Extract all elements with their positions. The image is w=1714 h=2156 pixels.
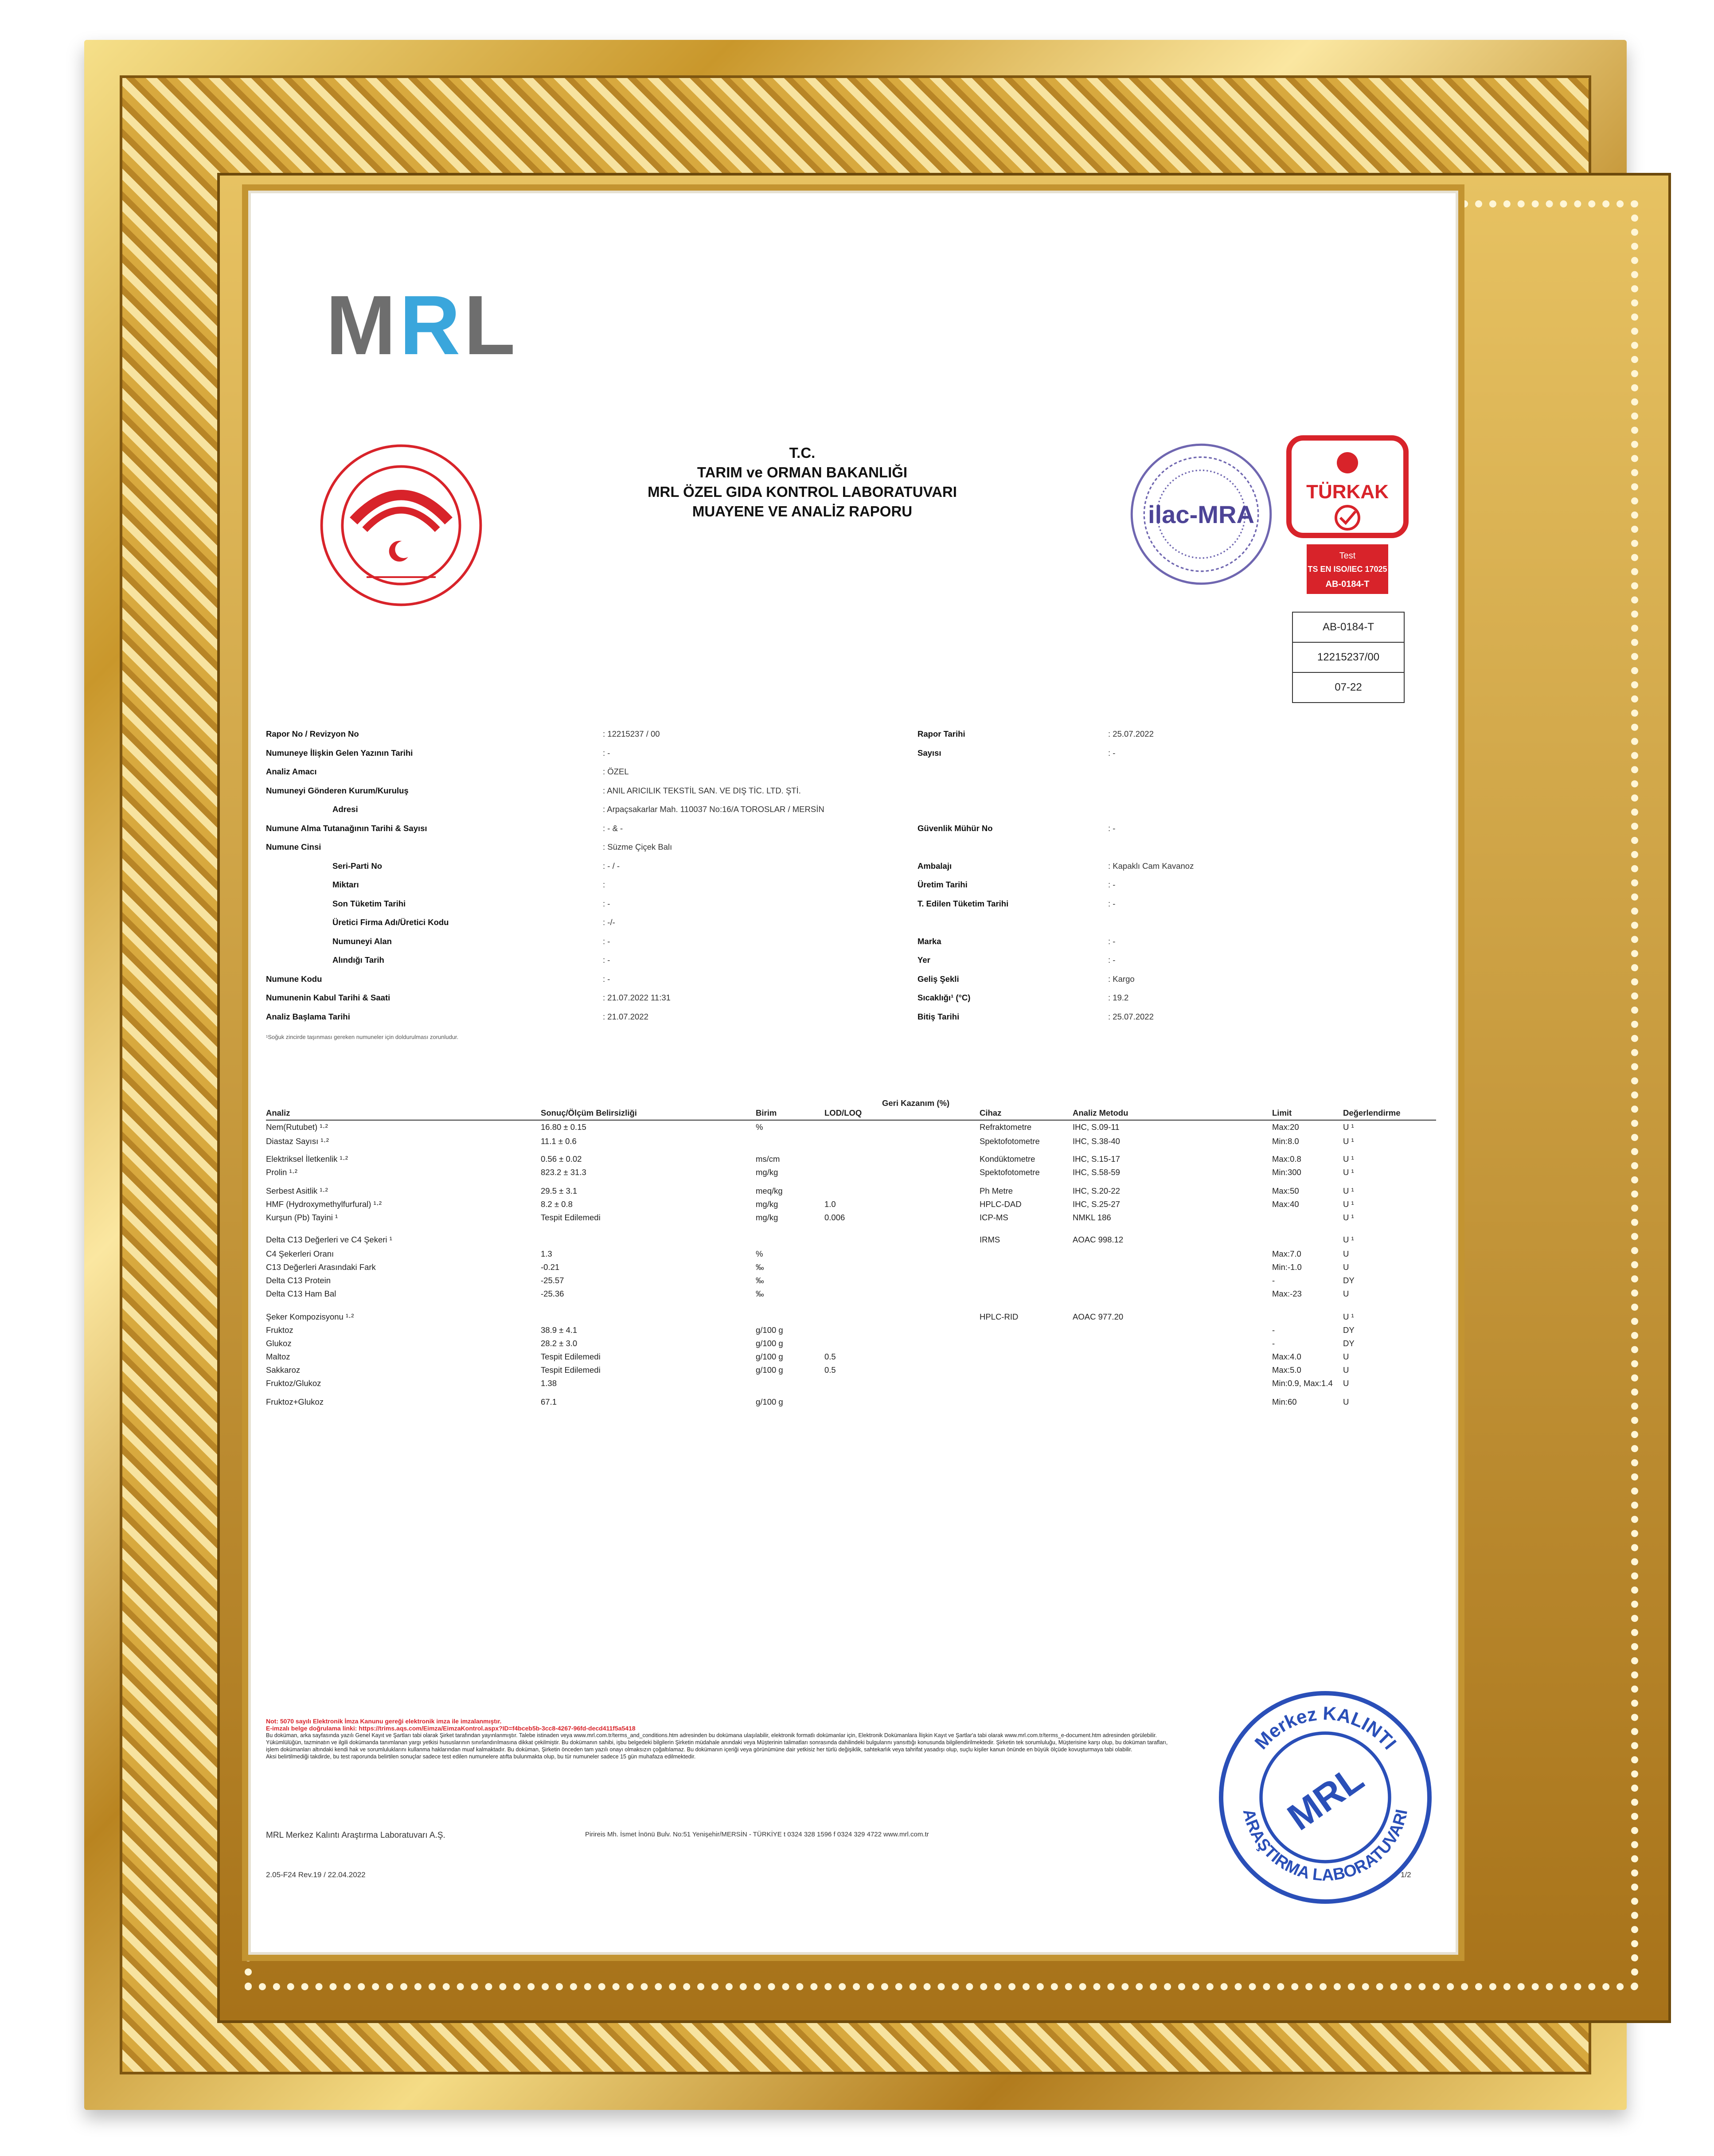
- table-cell: IHC, S.09-11: [1073, 1122, 1120, 1132]
- table-header-cell: Değerlendirme: [1343, 1108, 1401, 1117]
- info-footnote: ¹Soğuk zincirde taşınması gereken numuneler için doldurulması zorunludur.: [266, 1034, 459, 1040]
- table-cell: 29.5 ± 3.1: [541, 1186, 578, 1195]
- table-cell: U ¹: [1343, 1122, 1354, 1132]
- svg-text:Merkez KALINTI: Merkez KALINTI: [1251, 1703, 1400, 1754]
- table-cell: U: [1343, 1397, 1349, 1406]
- table-cell: -25.36: [541, 1289, 564, 1298]
- info-value: : -: [603, 748, 610, 758]
- table-cell: HPLC-RID: [980, 1312, 1019, 1321]
- table-cell: Serbest Asitlik ¹·²: [266, 1186, 328, 1195]
- table-cell: U: [1343, 1262, 1349, 1272]
- table-cell: Elektriksel İletkenlik ¹·²: [266, 1154, 348, 1164]
- table-cell: ‰: [756, 1289, 764, 1298]
- table-cell: mg/kg: [756, 1168, 778, 1177]
- info-value: : Süzme Çiçek Balı: [603, 842, 672, 851]
- report-document: [248, 191, 1458, 1955]
- table-cell: IHC, S.38-40: [1073, 1137, 1120, 1146]
- turkak-badge: [1285, 434, 1409, 598]
- table-cell: U ¹: [1343, 1154, 1354, 1164]
- info-value: : - / -: [603, 861, 620, 871]
- mrl-logo: MRL: [326, 278, 519, 372]
- table-cell: Şeker Kompozisyonu ¹·²: [266, 1312, 354, 1321]
- info-label: Yer: [918, 955, 930, 965]
- table-cell: Tespit Edilemedi: [541, 1352, 601, 1361]
- table-cell: AOAC 977.20: [1073, 1312, 1124, 1321]
- table-cell: g/100 g: [756, 1352, 783, 1361]
- table-cell: DY: [1343, 1325, 1355, 1335]
- table-cell: Nem(Rutubet) ¹·²: [266, 1122, 328, 1132]
- table-cell: U: [1343, 1379, 1349, 1388]
- table-cell: Max:7.0: [1272, 1249, 1301, 1258]
- info-value: : ANIL ARICILIK TEKSTİL SAN. VE DIŞ TİC. LTD. ŞTİ.: [603, 785, 801, 795]
- ministry-seal-icon: [315, 439, 488, 612]
- info-value: : 25.07.2022: [1108, 1012, 1154, 1021]
- table-cell: U ¹: [1343, 1213, 1354, 1222]
- footer-page-number: 1/2: [1401, 1871, 1411, 1879]
- table-cell: IHC, S.58-59: [1073, 1168, 1120, 1177]
- table-cell: Prolin ¹·²: [266, 1168, 297, 1177]
- info-label: Seri-Parti No: [332, 861, 383, 871]
- table-cell: g/100 g: [756, 1339, 783, 1348]
- info-label: Rapor No / Revizyon No: [266, 729, 359, 738]
- e-signature-note: Not: 5070 sayılı Elektronik İmza Kanunu gereği elektronik imza ile imzalanmıştır.: [266, 1718, 502, 1725]
- svg-text:TS EN ISO/IEC 17025: TS EN ISO/IEC 17025: [1308, 565, 1387, 574]
- table-header-cell: Geri Kazanım (%): [882, 1098, 950, 1108]
- info-label: Rapor Tarihi: [918, 729, 965, 738]
- table-header-cell: Limit: [1272, 1108, 1292, 1117]
- legal-paragraph-1: Bu doküman, arka sayfasında yazılı Genel Kayıt ve Şartları tabi olarak Şirket tarafından yayınlanmıştır. Talebe istinaden veya www.mrl.com.tr/terms_and_conditions.htm adresinden bu dokümana ulaşılabilir, elektronik formatlı dokümanlar için, Elektronik Dokümanlara İlişkin Kayıt ve Şartlar'a tabi olarak www.mrl.com.tr/terms_e-document.htm adresinden görülebilir.: [266, 1732, 1157, 1738]
- info-value: : -: [603, 898, 610, 908]
- info-value: : Arpaçsakarlar Mah. 110037 No:16/A TOROSLAR / MERSİN: [603, 805, 824, 814]
- table-cell: AOAC 998.12: [1073, 1235, 1124, 1244]
- info-value: : 19.2: [1108, 993, 1129, 1002]
- info-label: Üretim Tarihi: [918, 880, 968, 889]
- info-label: Ambalajı: [918, 861, 952, 871]
- table-cell: Spektofotometre: [980, 1137, 1040, 1146]
- table-header-cell: Cihaz: [980, 1108, 1002, 1117]
- table-cell: 38.9 ± 4.1: [541, 1325, 578, 1335]
- table-cell: -0.21: [541, 1262, 560, 1272]
- info-label: Numunenin Kabul Tarihi & Saati: [266, 993, 390, 1002]
- table-header-cell: Birim: [756, 1108, 777, 1117]
- table-cell: U ¹: [1343, 1235, 1354, 1244]
- table-cell: -: [1272, 1276, 1275, 1285]
- info-value: : -: [603, 955, 610, 965]
- table-cell: DY: [1343, 1339, 1355, 1348]
- footer-form-code: 2.05-F24 Rev.19 / 22.04.2022: [266, 1871, 366, 1879]
- ref-report-no: 12215237/00: [1293, 643, 1404, 673]
- info-label: Numuneyi Alan: [332, 936, 392, 946]
- info-label: Adresi: [332, 805, 358, 814]
- info-label: Analiz Başlama Tarihi: [266, 1012, 350, 1021]
- table-cell: U: [1343, 1365, 1349, 1375]
- table-cell: Spektofotometre: [980, 1168, 1040, 1177]
- info-label: Analiz Amacı: [266, 767, 317, 776]
- table-cell: C13 Değerleri Arasındaki Fark: [266, 1262, 376, 1272]
- info-label: Güvenlik Mühür No: [918, 823, 993, 833]
- table-cell: U ¹: [1343, 1199, 1354, 1209]
- info-value: : -: [1108, 955, 1116, 965]
- info-value: : 25.07.2022: [1108, 729, 1154, 738]
- info-label: Numune Alma Tutanağının Tarihi & Sayısı: [266, 823, 427, 833]
- table-cell: g/100 g: [756, 1397, 783, 1406]
- table-cell: ‰: [756, 1276, 764, 1285]
- info-label: Miktarı: [332, 880, 359, 889]
- info-label: Son Tüketim Tarihi: [332, 898, 406, 908]
- legal-paragraph-3: Aksi belirtilmediği takdirde, bu test raporunda belirtilen sonuçlar sadece test edilen numunelere atıfta bulunmakta olup, bu tür numuneler sadece 15 gün muhafaza edilmektedir.: [266, 1754, 696, 1760]
- table-cell: 1.0: [824, 1199, 836, 1209]
- table-cell: mg/kg: [756, 1199, 778, 1209]
- table-cell: Max:20: [1272, 1122, 1299, 1132]
- table-cell: Fruktoz/Glukoz: [266, 1379, 321, 1388]
- info-value: : -/-: [603, 918, 615, 927]
- info-label: Alındığı Tarih: [332, 955, 384, 965]
- table-cell: Diastaz Sayısı ¹·²: [266, 1137, 329, 1146]
- table-cell: Min:60: [1272, 1397, 1297, 1406]
- table-cell: Glukoz: [266, 1339, 292, 1348]
- info-label: Marka: [918, 936, 941, 946]
- table-cell: Refraktometre: [980, 1122, 1032, 1132]
- table-cell: Fruktoz+Glukoz: [266, 1397, 324, 1406]
- info-label: Numuneye İlişkin Gelen Yazının Tarihi: [266, 748, 413, 758]
- info-value: : Kargo: [1108, 974, 1135, 984]
- info-value: : -: [603, 936, 610, 946]
- info-label: Üretici Firma Adı/Üretici Kodu: [332, 918, 449, 927]
- table-cell: -: [1272, 1325, 1275, 1335]
- table-cell: Sakkaroz: [266, 1365, 301, 1375]
- svg-text:ARAŞTIRMA LABORATUVARI: ARAŞTIRMA LABORATUVARI: [1239, 1807, 1411, 1884]
- info-label: Geliş Şekli: [918, 974, 959, 984]
- table-cell: Ph Metre: [980, 1186, 1013, 1195]
- report-heading: [536, 443, 1068, 521]
- lab-stamp-icon: [1214, 1687, 1436, 1908]
- svg-text:AB-0184-T: AB-0184-T: [1325, 579, 1370, 589]
- info-value: : Kapaklı Cam Kavanoz: [1108, 861, 1194, 871]
- svg-text:MRL: MRL: [1280, 1757, 1371, 1839]
- table-cell: HPLC-DAD: [980, 1199, 1022, 1209]
- table-cell: 28.2 ± 3.0: [541, 1339, 578, 1348]
- info-value: : 21.07.2022: [603, 1012, 648, 1021]
- table-header-cell: LOD/LOQ: [824, 1108, 862, 1117]
- table-cell: Fruktoz: [266, 1325, 293, 1335]
- info-label: Sayısı: [918, 748, 941, 758]
- svg-text:ilac-MRA: ilac-MRA: [1148, 500, 1254, 528]
- table-cell: %: [756, 1249, 763, 1258]
- table-cell: Max:4.0: [1272, 1352, 1301, 1361]
- ref-period: 07-22: [1335, 681, 1362, 693]
- table-cell: U ¹: [1343, 1312, 1354, 1321]
- table-cell: Delta C13 Protein: [266, 1276, 331, 1285]
- table-cell: 1.3: [541, 1249, 552, 1258]
- heading-line-2: TARIM ve ORMAN BAKANLIĞI: [697, 464, 908, 480]
- info-value: : -: [603, 974, 610, 984]
- table-cell: Max:40: [1272, 1199, 1299, 1209]
- table-cell: 11.1 ± 0.6: [541, 1137, 577, 1146]
- table-cell: U ¹: [1343, 1186, 1354, 1195]
- table-header-cell: Analiz Metodu: [1073, 1108, 1128, 1117]
- info-label: Numuneyi Gönderen Kurum/Kuruluş: [266, 785, 409, 795]
- table-cell: %: [756, 1122, 763, 1132]
- info-value: : 21.07.2022 11:31: [603, 993, 671, 1002]
- table-header-rule: [266, 1120, 1436, 1121]
- table-cell: Min:300: [1272, 1168, 1301, 1177]
- table-cell: U: [1343, 1352, 1349, 1361]
- table-cell: U ¹: [1343, 1168, 1354, 1177]
- heading-line-4: MUAYENE VE ANALİZ RAPORU: [692, 503, 913, 519]
- svg-text:Test: Test: [1339, 551, 1356, 561]
- table-cell: DY: [1343, 1276, 1355, 1285]
- table-cell: 0.5: [824, 1352, 836, 1361]
- table-cell: NMKL 186: [1073, 1213, 1111, 1222]
- info-value: : -: [1108, 823, 1116, 833]
- info-value: : -: [1108, 748, 1116, 758]
- table-cell: Tespit Edilemedi: [541, 1213, 601, 1222]
- table-cell: U ¹: [1343, 1137, 1354, 1146]
- e-signature-link[interactable]: E-imzalı belge doğrulama linki: https://trims.aqs.com/Eimza/EimzaKontrol.aspx?ID=f4bceb5b-3cc8-4267-96fd-decd411f5a5418: [266, 1725, 636, 1732]
- table-cell: 1.38: [541, 1379, 557, 1388]
- accreditation-ref-box: [1292, 612, 1405, 703]
- table-cell: ‰: [756, 1262, 764, 1272]
- table-cell: Tespit Edilemedi: [541, 1365, 601, 1375]
- heading-line-1: T.C.: [789, 445, 816, 461]
- table-cell: 823.2 ± 31.3: [541, 1168, 586, 1177]
- table-cell: 0.56 ± 0.02: [541, 1154, 582, 1164]
- table-cell: ICP-MS: [980, 1213, 1008, 1222]
- info-value: : 12215237 / 00: [603, 729, 660, 738]
- table-cell: 16.80 ± 0.15: [541, 1122, 586, 1132]
- info-value: : ÖZEL: [603, 767, 629, 776]
- footer-address: Pirireis Mh. İsmet İnönü Bulv. No:51 Yenişehir/MERSİN - TÜRKİYE t 0324 328 1596 f 0324 329 4722 www.mrl.com.tr: [585, 1831, 929, 1838]
- table-cell: IHC, S.25-27: [1073, 1199, 1120, 1209]
- table-cell: g/100 g: [756, 1325, 783, 1335]
- heading-line-3: MRL ÖZEL GIDA KONTROL LABORATUVARI: [648, 484, 957, 500]
- table-cell: Max:-23: [1272, 1289, 1302, 1298]
- table-cell: Max:50: [1272, 1186, 1299, 1195]
- info-value: : -: [1108, 936, 1116, 946]
- table-cell: 0.5: [824, 1365, 836, 1375]
- table-cell: Delta C13 Ham Bal: [266, 1289, 336, 1298]
- info-label: Bitiş Tarihi: [918, 1012, 960, 1021]
- info-value: :: [603, 880, 605, 889]
- info-value: : -: [1108, 880, 1116, 889]
- table-cell: IHC, S.15-17: [1073, 1154, 1120, 1164]
- table-cell: Kurşun (Pb) Tayini ¹: [266, 1213, 338, 1222]
- table-cell: -: [1272, 1339, 1275, 1348]
- info-label: T. Edilen Tüketim Tarihi: [918, 898, 1009, 908]
- table-cell: -25.57: [541, 1276, 564, 1285]
- table-cell: U: [1343, 1249, 1349, 1258]
- table-cell: mg/kg: [756, 1213, 778, 1222]
- info-value: : -: [1108, 898, 1116, 908]
- info-label: Numune Cinsi: [266, 842, 321, 851]
- table-cell: Min:-1.0: [1272, 1262, 1302, 1272]
- table-cell: Delta C13 Değerleri ve C4 Şekeri ¹: [266, 1235, 392, 1244]
- ilac-mra-badge: [1128, 441, 1274, 587]
- table-cell: U: [1343, 1289, 1349, 1298]
- svg-text:TÜRKAK: TÜRKAK: [1306, 481, 1389, 503]
- table-cell: Max:5.0: [1272, 1365, 1301, 1375]
- info-label: Sıcaklığı¹ (°C): [918, 993, 971, 1002]
- table-cell: Min:0.9, Max:1.4: [1272, 1379, 1333, 1388]
- table-cell: g/100 g: [756, 1365, 783, 1375]
- table-cell: meq/kg: [756, 1186, 783, 1195]
- table-cell: Min:8.0: [1272, 1137, 1299, 1146]
- table-cell: Kondüktometre: [980, 1154, 1035, 1164]
- table-cell: Max:0.8: [1272, 1154, 1301, 1164]
- table-cell: 0.006: [824, 1213, 845, 1222]
- table-cell: C4 Şekerleri Oranı: [266, 1249, 334, 1258]
- table-header-cell: Sonuç/Ölçüm Belirsizliği: [541, 1108, 637, 1117]
- legal-paragraph-2: Yükümlülüğün, tazminatın ve ilgili dokümanda tanımlanan yargı yetkisi hususlarının sınırlandırılmasına dikkat çekilmiştir. Bu dokümanın sahibi, işbu belgedeki bilgilerin Şirketin müdahale anındaki veya Müşterinin talimatları sonrasında dahilindeki bulgularını yansıttığı konusunda bilgilendirilmektedir. Şirketin tek sorumluluğu, Müşterisine karşı olup, bu doküman tarafları, işlem dokümanları altındaki kendi hak ve sorumluluklarını kullanma haklarından muaf kalmaktadır. Bu doküman, Şirketin önceden tam yazılı onayı olmaksızın çoğaltılamaz. Bu dokümanın içeriği veya görünümüne dair yetkisiz her türlü değişiklik, sahtekarlık veya tahrifat yasadışı olup, suçlu kişiler kanun önünde en büyük ölçüde kovuşturmaya tabi olabilir.: [266, 1739, 1168, 1753]
- table-cell: ms/cm: [756, 1154, 780, 1164]
- table-cell: HMF (Hydroxymethylfurfural) ¹·²: [266, 1199, 382, 1209]
- ref-accreditation-no: AB-0184-T: [1293, 613, 1404, 643]
- table-cell: IHC, S.20-22: [1073, 1186, 1120, 1195]
- table-cell: 67.1: [541, 1397, 557, 1406]
- table-cell: IRMS: [980, 1235, 1000, 1244]
- footer-company: MRL Merkez Kalıntı Araştırma Laboratuvarı A.Ş.: [266, 1831, 445, 1840]
- table-cell: 8.2 ± 0.8: [541, 1199, 573, 1209]
- info-value: : - & -: [603, 823, 623, 833]
- legal-notice: [266, 1718, 1179, 1760]
- table-header-cell: Analiz: [266, 1108, 290, 1117]
- info-label: Numune Kodu: [266, 974, 322, 984]
- table-cell: Maltoz: [266, 1352, 290, 1361]
